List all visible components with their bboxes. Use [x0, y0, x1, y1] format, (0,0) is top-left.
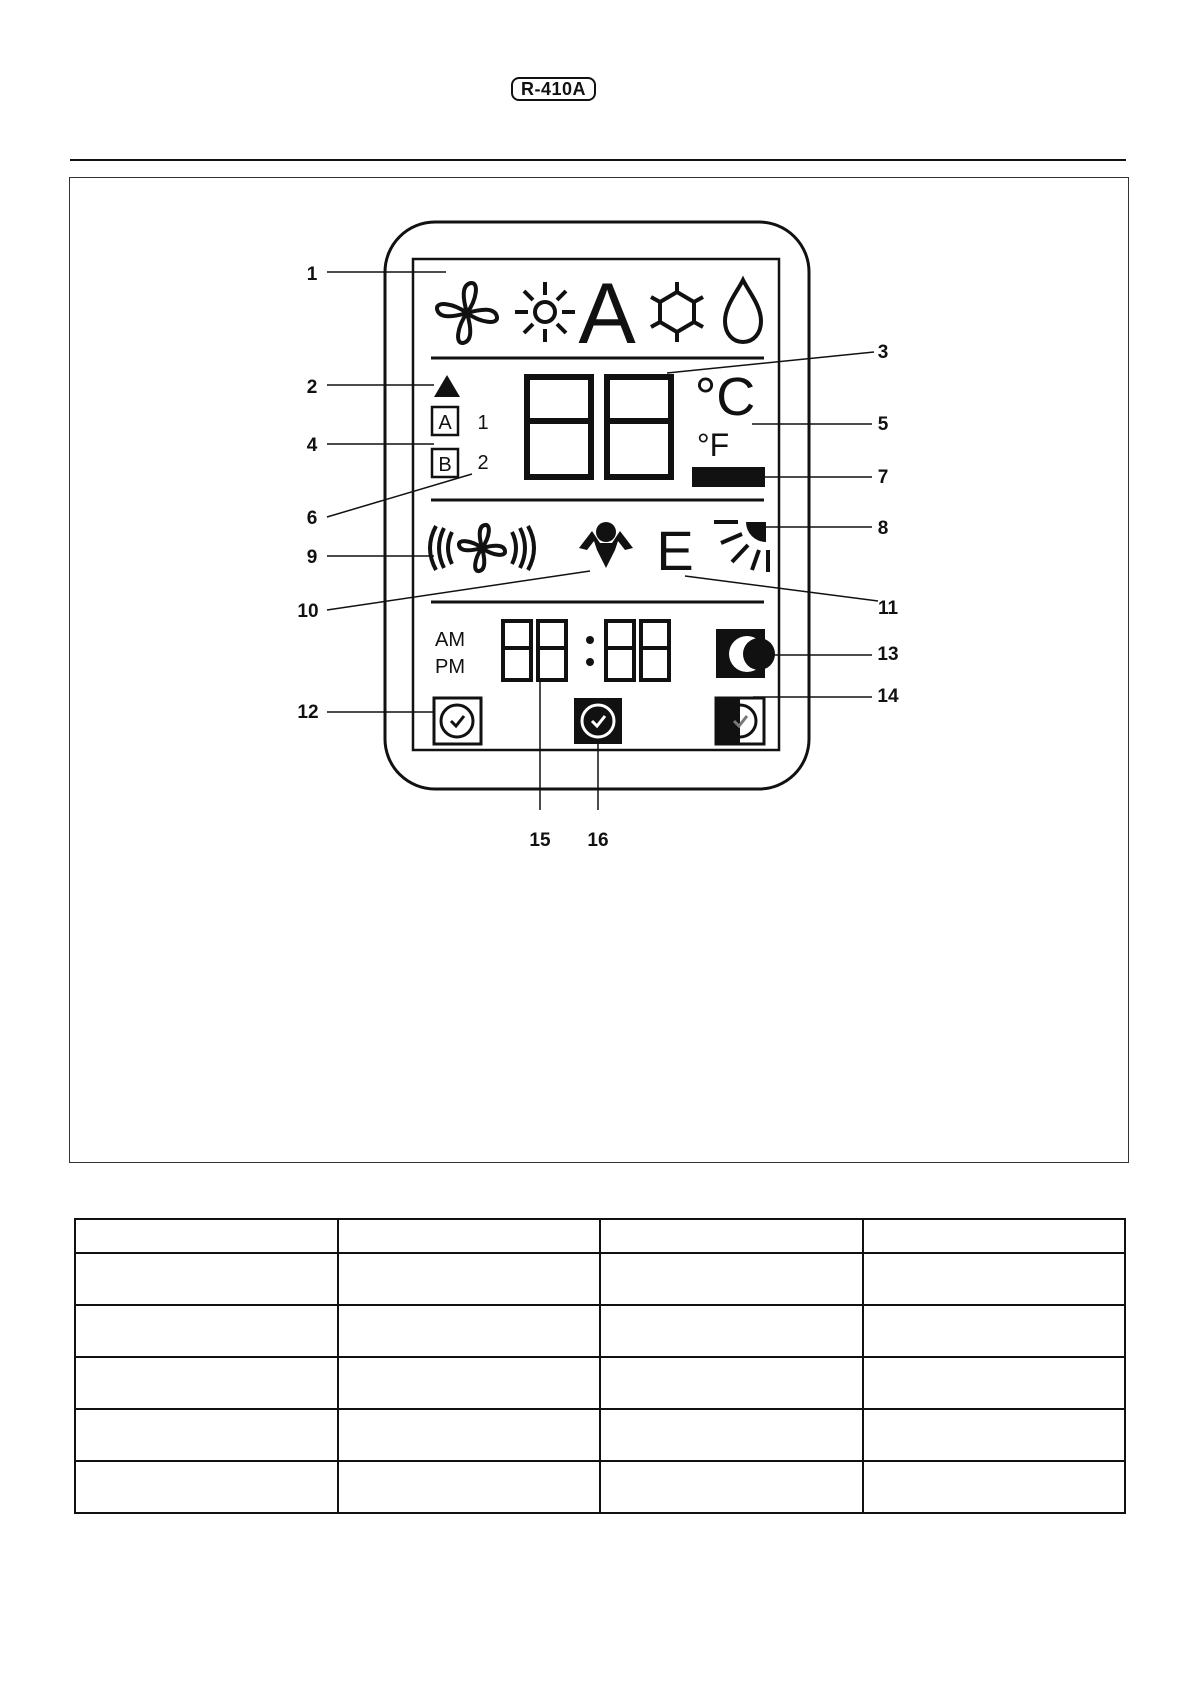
temperature-digits [527, 377, 671, 477]
table-row [75, 1461, 1125, 1513]
e-letter: E [656, 519, 694, 582]
callout-7: 7 [877, 467, 889, 488]
auto-mode-letter: A [578, 266, 636, 362]
callout-8: 8 [877, 518, 889, 539]
table-cell [75, 1219, 338, 1253]
table-cell [75, 1409, 338, 1461]
timer-off-icon [716, 698, 764, 744]
bar-indicator [692, 467, 765, 487]
sunshade-icon [714, 522, 768, 572]
table-cell [863, 1409, 1126, 1461]
sub-b-number: 2 [477, 452, 489, 474]
table-cell [863, 1253, 1126, 1305]
callout-1: 1 [306, 264, 318, 285]
table-cell [600, 1219, 863, 1253]
table-row [75, 1253, 1125, 1305]
callout-16: 16 [587, 830, 609, 851]
table-cell [863, 1461, 1126, 1513]
table-cell [600, 1409, 863, 1461]
callout-9: 9 [306, 547, 318, 568]
clock-colon-top [586, 636, 594, 644]
diagram-panel [69, 177, 1129, 1163]
refrigerant-badge: R-410A [511, 77, 596, 101]
table-cell [600, 1305, 863, 1357]
am-label: AM [435, 629, 465, 651]
callout-15: 15 [529, 830, 551, 851]
callout-11: 11 [877, 598, 899, 619]
callout-5: 5 [877, 414, 889, 435]
pm-label: PM [435, 656, 465, 678]
sub-a-letter: A [438, 412, 452, 434]
celsius-label: °C [694, 367, 756, 427]
table-cell [338, 1409, 601, 1461]
table-cell [863, 1219, 1126, 1253]
table-cell [600, 1253, 863, 1305]
turbo-strongman-icon [579, 522, 633, 568]
callout-4: 4 [306, 435, 318, 456]
table-cell [338, 1219, 601, 1253]
header-rule [70, 159, 1126, 161]
table-cell [863, 1357, 1126, 1409]
swing-fan-icon [430, 525, 534, 571]
moon-icon [716, 629, 775, 678]
spec-table [74, 1218, 1126, 1514]
callout-12: 12 [297, 702, 319, 723]
callout-6: 6 [306, 508, 318, 529]
clock-digits [503, 621, 669, 680]
table-cell [75, 1253, 338, 1305]
callout-3: 3 [877, 342, 889, 363]
drop-icon [725, 280, 761, 342]
table-cell [863, 1305, 1126, 1357]
callout-2: 2 [306, 377, 318, 398]
timer-on-icon [434, 698, 481, 744]
sub-a-number: 1 [477, 412, 489, 434]
callout-13: 13 [877, 644, 899, 665]
table-cell [338, 1253, 601, 1305]
snowflake-icon [651, 282, 703, 342]
table-cell [600, 1357, 863, 1409]
table-cell [338, 1357, 601, 1409]
fan-icon [437, 283, 497, 343]
heat-sun-icon [515, 282, 575, 342]
table-cell [338, 1461, 601, 1513]
table-cell [75, 1357, 338, 1409]
clock-colon-bottom [586, 658, 594, 666]
table-row [75, 1305, 1125, 1357]
table-cell [600, 1461, 863, 1513]
lcd-diagram [70, 178, 1130, 1164]
sub-b-letter: B [438, 454, 452, 476]
fahrenheit-label: °F [696, 427, 730, 463]
triangle-icon [434, 375, 460, 397]
table-row [75, 1409, 1125, 1461]
table-row [75, 1357, 1125, 1409]
timer-icon [574, 698, 622, 744]
callout-14: 14 [877, 686, 899, 707]
callout-10: 10 [297, 601, 319, 622]
table-cell [338, 1305, 601, 1357]
table-header-row [75, 1219, 1125, 1253]
table-cell [75, 1305, 338, 1357]
table-cell [75, 1461, 338, 1513]
